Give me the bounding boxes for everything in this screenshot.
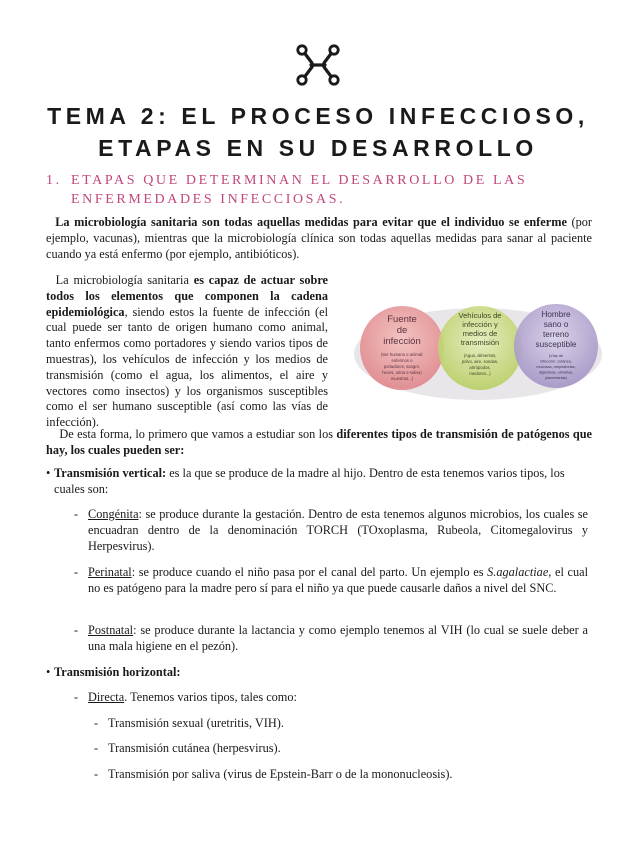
c3-title-1: Hombre xyxy=(541,310,571,319)
dash-marker: - xyxy=(74,507,79,521)
c2-title-1: Vehículos de xyxy=(458,311,502,320)
c3-title-2: sano o xyxy=(543,320,569,329)
bullet-dot: • xyxy=(46,665,51,679)
perinatal-rest: , el cual no es patógeno para la madre pero sí para el niño ya que puede causarle daños a nivel del SNC. xyxy=(88,565,588,595)
c3-small-1: (Vías de xyxy=(548,354,564,358)
item-transmision-saliva xyxy=(94,767,608,783)
dash-marker: - xyxy=(74,623,79,637)
c3-small-5: placentarias) xyxy=(545,376,567,380)
c1-small-4: heces, orina o saliva) xyxy=(382,370,422,375)
c1-title-3: infección xyxy=(383,336,421,347)
sexual-text: Transmisión sexual (uretritis, VIH). xyxy=(108,716,284,730)
c3-small-2: infección: cutánea, xyxy=(540,359,572,364)
perinatal-italic: S.agalactiae xyxy=(487,565,549,579)
c2-small-1: (Agua, alimentos, xyxy=(463,353,497,358)
section-title: ETAPAS QUE DETERMINAN EL DESARROLLO DE LAS ENFERMEDADES INFECCIOSAS. xyxy=(71,173,528,207)
dash-marker: - xyxy=(94,767,99,781)
c1-title-2: de xyxy=(396,325,408,336)
c3-small-3: mucosas, respiratorias, xyxy=(536,365,576,369)
title-line-2: ETAPAS EN SU DESARROLLO xyxy=(98,135,538,161)
directa-rest: . Tenemos varios tipos, tales como: xyxy=(124,690,297,704)
item-directa xyxy=(74,690,588,706)
perinatal-pre: : se produce cuando el niño pasa por el canal del parto. Un ejemplo es xyxy=(131,565,488,579)
section-number: 1. xyxy=(46,173,62,188)
cadena-epidemiologica-diagram xyxy=(352,298,604,404)
vertical-rest: es la que se produce de la madre al hijo. Dentro de esta tenemos varios tipos, los cuales son: xyxy=(54,466,565,496)
postnatal-rest: : se produce durante la lactancia y como ejemplo tenemos al VIH (lo cual se suele deber a una mala higiene en el pezón). xyxy=(88,623,588,653)
item-transmision-cutanea xyxy=(94,741,608,757)
c2-small-3: artrópodos, xyxy=(469,365,491,370)
p3-bold: diferentes tipos de transmisión de patógenos que hay, los cuales pueden ser: xyxy=(46,427,592,457)
item-congenita xyxy=(74,507,588,554)
c2-small-2: polvo, aire, sondas, xyxy=(461,359,499,364)
p2-bold: es capaz de actuar sobre todos los elementos que componen la cadena epidemiológica xyxy=(46,273,329,319)
molecule-logo-icon xyxy=(296,44,340,86)
p2-rest: , siendo estos la fuente de infección (el cual puede ser tanto de origen humano como animal, tanto enfermos como portadores y siendo varios tipos de muestras), los vehículos de infección y los medios de transmisión (como el agua, los alimentos, el aire y vectores como insectos) y los organismos susceptibles como el ser humano susceptible (así como las vías de infección). xyxy=(46,304,328,430)
c1-small-3: portadores, sangre, xyxy=(383,364,421,369)
cutanea-text: Transmisión cutánea (herpesvirus). xyxy=(108,741,281,755)
perinatal-label: Perinatal xyxy=(88,565,132,579)
c2-small-4: roedores...) xyxy=(469,371,491,376)
p1-bold: La microbiología sanitaria son todas aquellas medidas para evitar que el individuo se enferme xyxy=(55,215,567,229)
c3-title-3: terreno xyxy=(543,330,569,339)
c2-title-3: medios de xyxy=(462,329,498,338)
c1-small-1: (Ser humano o animal: xyxy=(380,352,424,357)
c2-title-2: infección y xyxy=(462,320,498,329)
congenita-label: Congénita xyxy=(88,507,139,521)
p3-pre: De esta forma, lo primero que vamos a estudiar son los xyxy=(59,427,337,441)
directa-label: Directa xyxy=(88,690,125,704)
dash-marker: - xyxy=(94,741,99,755)
c1-small-5: muestras...) xyxy=(390,376,414,381)
congenita-rest: : se produce durante la gestación. Dentro de esta tenemos algunos microbios, los cuales se encuadran dentro de la denominación TORCH (TOxoplasma, Rubeola, Citomegalovirus y Herpesvirus). xyxy=(88,507,588,553)
dash-marker: - xyxy=(94,716,99,730)
item-postnatal xyxy=(74,623,588,655)
c1-small-2: enfermos o xyxy=(391,358,413,363)
dash-marker: - xyxy=(74,690,79,704)
item-transmision-sexual xyxy=(94,716,608,732)
vertical-bold: Transmisión vertical: xyxy=(54,466,167,480)
page-title xyxy=(0,100,636,164)
postnatal-label: Postnatal xyxy=(88,623,134,637)
bullet-dot: • xyxy=(46,466,51,480)
paragraph-tipos-transmision xyxy=(46,427,592,459)
p2-pre: La microbiología sanitaria xyxy=(55,273,194,287)
saliva-text: Transmisión por saliva (virus de Epstein-Barr o de la mononucleosis). xyxy=(108,767,453,781)
item-perinatal xyxy=(74,565,588,597)
horizontal-bold: Transmisión horizontal: xyxy=(54,665,181,679)
c1-title-1: Fuente xyxy=(387,314,417,325)
paragraph-microbiologia xyxy=(46,215,592,262)
c3-title-4: susceptible xyxy=(535,340,577,349)
c3-small-4: digestivas, urinarias, xyxy=(538,370,574,375)
dash-marker: - xyxy=(74,565,79,579)
c2-title-4: transmisión xyxy=(460,338,500,347)
title-line-1: TEMA 2: EL PROCESO INFECCIOSO, xyxy=(47,103,589,129)
p1-rest: (por ejemplo, vacunas), mientras que la microbiología clínica son todas aquellas medidas para sanar al paciente cuando ya está enfermo (por ejemplo, antibióticos). xyxy=(46,215,592,261)
